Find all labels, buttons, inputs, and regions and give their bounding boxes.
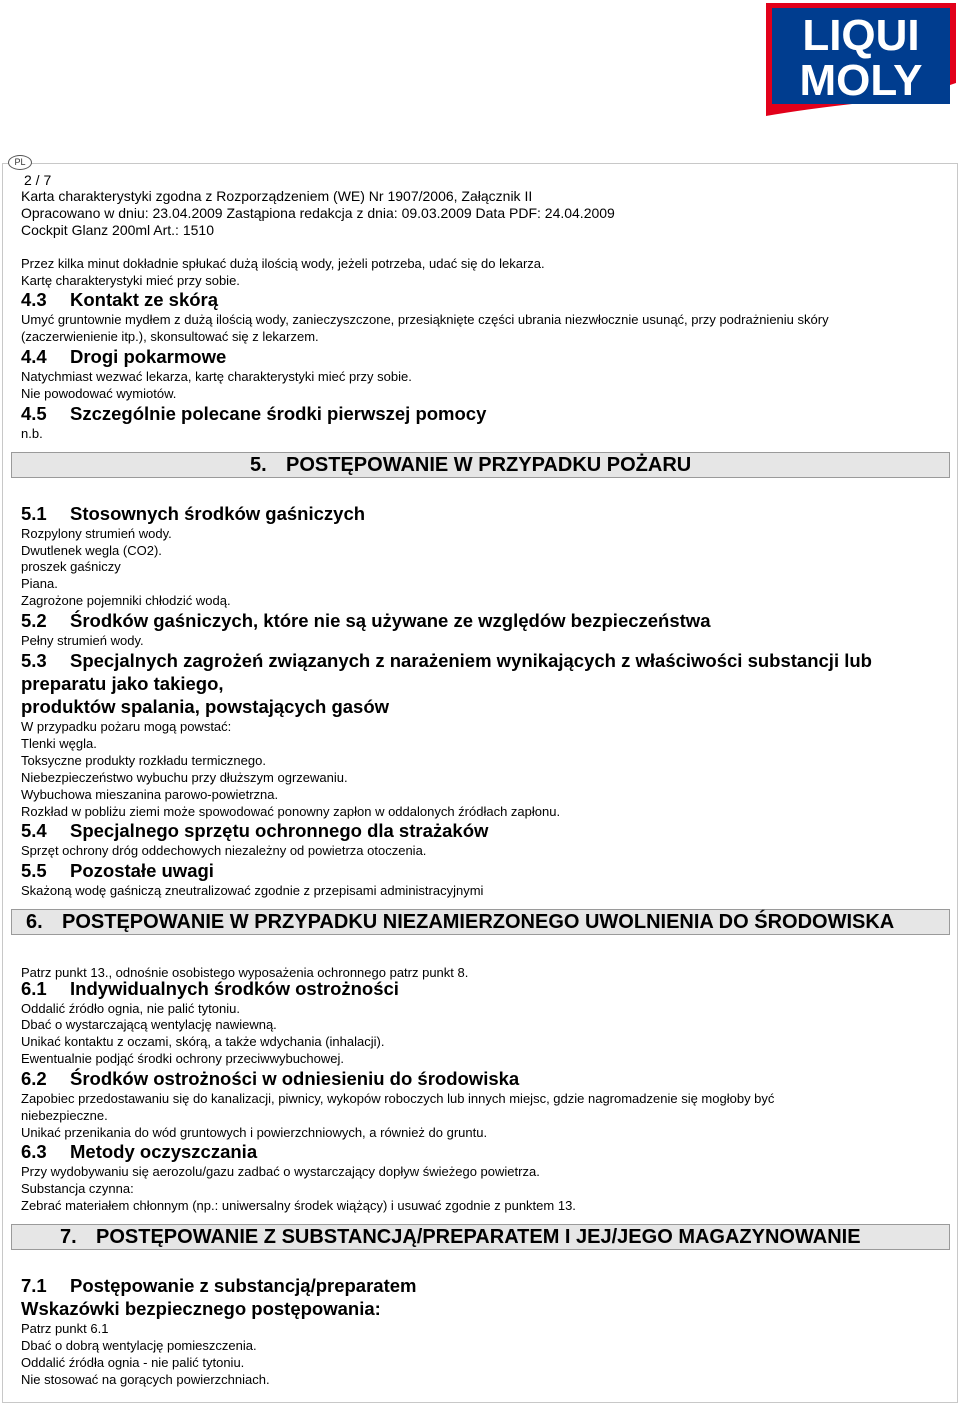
section-band-7	[11, 1224, 950, 1250]
section-heading-5-5	[21, 860, 214, 882]
text-line: Zapobiec przedostawaniu się do kanalizacji, piwnicy, wykopów roboczych lub innych miejsc, gdzie nagromadzenie się mogłoby być	[21, 1091, 775, 1106]
section-title: Drogi pokarmowe	[70, 346, 227, 367]
band-title: POSTĘPOWANIE W PRZYPADKU POŻARU	[286, 454, 692, 476]
section-title: Szczególnie polecane środki pierwszej pomocy	[70, 403, 487, 424]
section-band-6	[11, 909, 950, 935]
section-title: Metody oczyszczania	[70, 1141, 258, 1162]
band-title: POSTĘPOWANIE W PRZYPADKU NIEZAMIERZONEGO UWOLNIENIA DO ŚRODOWISKA	[62, 911, 895, 933]
text-line: Patrz punkt 13., odnośnie osobistego wyposażenia ochronnego patrz punkt 8.	[21, 965, 469, 980]
section-number: 6.1	[21, 978, 47, 999]
text-line: (zaczerwienienie itp.), skonsultować się z lekarzem.	[21, 329, 319, 344]
section-title: Postępowanie z substancją/preparatem	[70, 1275, 417, 1296]
text-line: Toksyczne produkty rozkładu termicznego.	[21, 753, 266, 768]
text-line: Pełny strumień wody.	[21, 633, 144, 648]
section-heading-5-1	[21, 503, 365, 525]
text-line: Wybuchowa mieszanina parowo-powietrzna.	[21, 787, 279, 802]
section-number: 5.1	[21, 503, 47, 524]
text-line: Unikać przenikania do wód gruntowych i powierzchniowych, a również do gruntu.	[21, 1125, 488, 1140]
band-number: 7.	[60, 1226, 77, 1248]
section-heading-7-1	[21, 1275, 416, 1297]
text-line: Dbać o wystarczającą wentylację nawiewną.	[21, 1017, 277, 1032]
text-line: Nie stosować na gorących powierzchniach.	[21, 1372, 270, 1387]
section-title: Stosownych środków gaśniczych	[70, 503, 366, 524]
text-line: Zebrać materiałem chłonnym (np.: uniwersalny środek wiążący) i usuwać zgodnie z punktem 13.	[21, 1198, 576, 1213]
logo-text-moly: MOLY	[799, 56, 923, 105]
text-line: Sprzęt ochrony dróg oddechowych niezależny od powietrza otoczenia.	[21, 843, 427, 858]
section-title: Kontakt ze skórą	[70, 289, 219, 310]
section-title: Specjalnego sprzętu ochronnego dla strażaków	[70, 820, 489, 841]
text-line: Piana.	[21, 576, 58, 591]
text-line: Niebezpieczeństwo wybuchu przy dłuższym ogrzewaniu.	[21, 770, 348, 785]
section-heading-5-3-cont: preparatu jako takiego,	[21, 673, 224, 694]
section-heading-6-1	[21, 978, 399, 1000]
text-line: Umyć gruntownie mydłem z dużą ilością wody, zanieczyszczone, przesiąknięte części ubrania niezwłocznie usunąć, przy podrażnieniu skóry	[21, 312, 829, 327]
liqui-moly-logo	[766, 3, 956, 116]
subsection-heading: Wskazówki bezpiecznego postępowania:	[21, 1298, 381, 1319]
section-number: 4.5	[21, 403, 47, 424]
section-heading-4-4	[21, 346, 226, 368]
regulation-line: Karta charakterystyki zgodna z Rozporządzeniem (WE) Nr 1907/2006, Załącznik II	[21, 188, 533, 204]
text-line: Dwutlenek wegla (CO2).	[21, 543, 162, 558]
text-line: Patrz punkt 6.1	[21, 1321, 109, 1336]
section-title: Środków ostrożności w odniesieniu do środowiska	[70, 1068, 520, 1089]
product-line: Cockpit Glanz 200ml Art.: 1510	[21, 222, 214, 238]
dates-line: Opracowano w dniu: 23.04.2009 Zastąpiona redakcja z dnia: 09.03.2009 Data PDF: 24.04.2009	[21, 205, 615, 221]
text-line: Zagrożone pojemniki chłodzić wodą.	[21, 593, 231, 608]
section-number: 6.3	[21, 1141, 47, 1162]
section-number: 5.4	[21, 820, 47, 841]
text-line: Nie powodować wymiotów.	[21, 386, 177, 401]
text-line: niebezpieczne.	[21, 1108, 108, 1123]
text-line: proszek gaśniczy	[21, 559, 121, 574]
band-title: POSTĘPOWANIE Z SUBSTANCJĄ/PREPARATEM I JEJ/JEGO MAGAZYNOWANIE	[96, 1226, 861, 1248]
section-number: 4.4	[21, 346, 47, 367]
band-number: 6.	[26, 911, 43, 933]
section-title: Środków gaśniczych, które nie są używane ze względów bezpieczeństwa	[70, 610, 711, 631]
text-line: Skażoną wodę gaśniczą zneutralizować zgodnie z przepisami administracyjnymi	[21, 883, 484, 898]
logo-graphic	[766, 3, 956, 116]
logo-text-liqui: LIQUI	[802, 11, 920, 60]
text-line: Przy wydobywaniu się aerozolu/gazu zadbać o wystarczający dopływ świeżego powietrza.	[21, 1164, 540, 1179]
band-number: 5.	[250, 454, 267, 476]
section-heading-5-2	[21, 610, 711, 632]
section-heading-6-2	[21, 1068, 519, 1090]
section-title: Pozostałe uwagi	[70, 860, 214, 881]
section-heading-5-3-cont: produktów spalania, powstających gasów	[21, 696, 390, 717]
section-number: 7.1	[21, 1275, 47, 1296]
section-heading-4-5	[21, 403, 486, 425]
text-line: Natychmiast wezwać lekarza, kartę charakterystyki mieć przy sobie.	[21, 369, 412, 384]
text-line: Oddalić źródło ognia, nie palić tytoniu.	[21, 1001, 240, 1016]
intro-line: Przez kilka minut dokładnie spłukać dużą ilością wody, jeżeli potrzeba, udać się do lekarza.	[21, 256, 545, 271]
section-number: 5.2	[21, 610, 47, 631]
page-number: 2 / 7	[24, 172, 52, 188]
section-heading-5-3	[21, 650, 872, 672]
section-number: 6.2	[21, 1068, 47, 1089]
text-line: n.b.	[21, 426, 43, 441]
text-line: Rozkład w pobliżu ziemi może spowodować ponowny zapłon w oddalonych źródłach zapłonu.	[21, 804, 561, 819]
section-heading-6-3	[21, 1141, 257, 1163]
section-number: 4.3	[21, 289, 47, 310]
section-heading-4-3	[21, 289, 218, 311]
section-band-5	[11, 452, 950, 478]
section-heading-5-4	[21, 820, 488, 842]
text-line: Tlenki węgla.	[21, 736, 97, 751]
language-badge: PL	[8, 155, 32, 170]
text-line: Unikać kontaktu z oczami, skórą, a także wdychania (inhalacji).	[21, 1034, 385, 1049]
intro-line: Kartę charakterystyki mieć przy sobie.	[21, 273, 240, 288]
text-line: Oddalić źródła ognia - nie palić tytoniu.	[21, 1355, 245, 1370]
section-title: Specjalnych zagrożeń związanych z narażeniem wynikających z właściwości substancji lub	[70, 650, 872, 671]
text-line: W przypadku pożaru mogą powstać:	[21, 719, 232, 734]
text-line: Substancja czynna:	[21, 1181, 134, 1196]
text-line: Ewentualnie podjąć środki ochrony przeciwwybuchowej.	[21, 1051, 345, 1066]
section-number: 5.3	[21, 650, 47, 671]
section-title: Indywidualnych środków ostrożności	[70, 978, 399, 999]
text-line: Rozpylony strumień wody.	[21, 526, 172, 541]
text-line: Dbać o dobrą wentylację pomieszczenia.	[21, 1338, 257, 1353]
section-number: 5.5	[21, 860, 47, 881]
